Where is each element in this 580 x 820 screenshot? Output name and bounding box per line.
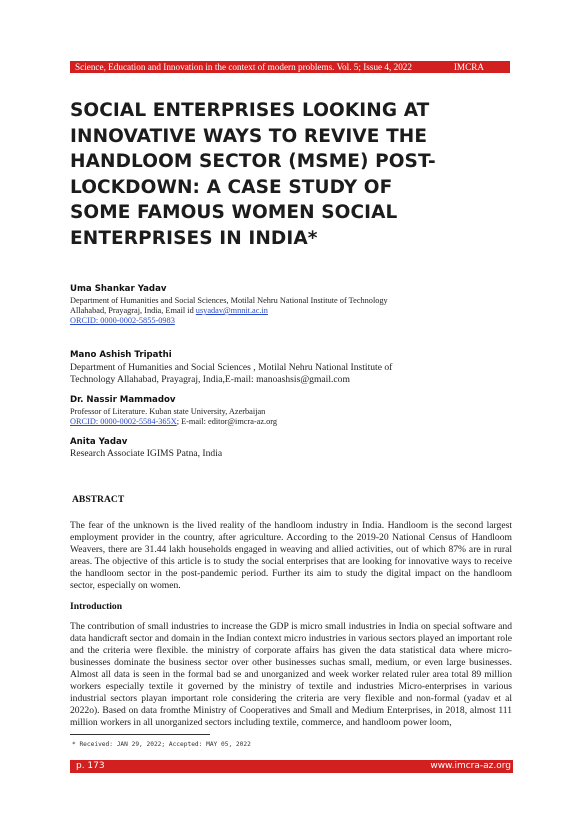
author-block	[70, 284, 520, 326]
journal-header-bar	[70, 61, 510, 73]
author-orcid-link[interactable]: ORCID: 0000-0002-5855-0983	[70, 316, 175, 325]
author-name: Mano Ashish Tripathi	[70, 350, 172, 360]
title-line: INNOVATIVE WAYS TO REVIVE THE	[70, 125, 428, 147]
footnote-divider	[70, 734, 210, 735]
website-link[interactable]: www.imcra-az.org	[430, 761, 511, 771]
author-affiliation	[70, 306, 520, 316]
abstract-heading: ABSTRACT	[72, 494, 125, 505]
title-line: LOCKDOWN: A CASE STUDY OF	[70, 176, 393, 198]
journal-name: Science, Education and Innovation in the context of modern problems. Vol. 5; Issue 4, 2022	[75, 62, 412, 72]
introduction-heading: Introduction	[70, 601, 123, 612]
author-affiliation: Department of Humanities and Social Sciences , Motilal Nehru National Institute of	[70, 362, 393, 373]
author-email-link[interactable]: usyadav@mnnit.ac.in	[195, 306, 268, 315]
author-name: Anita Yadav	[70, 437, 128, 447]
author-name: Dr. Nassir Mammadov	[70, 395, 176, 405]
author-contact	[70, 417, 520, 427]
title-line: SOME FAMOUS WOMEN SOCIAL	[70, 202, 398, 224]
received-footnote: * Received: JAN 29, 2022; Accepted: MAY 05, 2022	[72, 741, 251, 748]
article-title	[70, 98, 450, 252]
author-block	[70, 395, 520, 427]
author-block	[70, 437, 520, 460]
publisher-name: IMCRA	[453, 62, 484, 72]
introduction-text: The contribution of small industries to increase the GDP is micro small industries in India on special software and data handicraft sector and domain in the Indian context micro industries in various sectors played an important role and the criteria were flexible. the ministry of corporate affairs has given the data statistical data where micro-businesses dominate the business sector over other businesses suchas small, medium, or even large businesses. Almost all data is seen in the formal bad se and unorganized and week worker related ruler area total 89 million workers especially textile it governed by the ministry of textile and industries Micro-enterprises in various industrial sectors playan important role considering the criteria are very flexible and non-formal (yadav et al 2022o). Based on data fromthe Ministry of Cooperatives and Small and Medium Enterprises, in 2018, almost 111 million workers in all unorganized sectors including textile, commerce, and handloom power loom,	[70, 621, 512, 728]
page-footer-bar	[70, 760, 513, 773]
author-affiliation: Department of Humanities and Social Sciences, Motilal Nehru National Institute of Technology	[70, 296, 388, 305]
author-email-text: ; E-mail: editor@imcra-az.org	[176, 417, 278, 426]
author-name: Uma Shankar Yadav	[70, 284, 167, 294]
author-block	[70, 350, 520, 386]
author-affiliation: Research Associate IGIMS Patna, India	[70, 448, 223, 459]
title-line: HANDLOOM SECTOR (MSME) POST-	[70, 151, 436, 173]
affiliation-text: Allahabad, Prayagraj, India, Email id	[70, 306, 196, 315]
author-orcid-link[interactable]: ORCID: 0000-0002-5584-365X	[70, 417, 177, 426]
abstract-text: The fear of the unknown is the lived reality of the handloom industry in India. Handloom is the second largest employment provider in the country, after agriculture. According to the 2019-20 National Census of Handloom Weavers, there are 31.44 lakh households engaged in weaving and allied activities, out of which 87% are in rural areas. The objective of this article is to study the social enterprises that are looking for innovative ways to receive the handloom sector in the post-pandemic period. Further its aim to study the digital impact on the handloom sector, especially on women.	[70, 520, 512, 591]
author-affiliation: Professor of Literature. Kuban state University, Azerbaijan	[70, 407, 266, 416]
title-line: ENTERPRISES IN INDIA*	[70, 227, 318, 249]
title-line: SOCIAL ENTERPRISES LOOKING AT	[70, 100, 430, 121]
page-number: p. 173	[76, 761, 105, 771]
author-affiliation: Technology Allahabad, Prayagraj, India,E-mail: manoashsis@gmail.com	[70, 374, 350, 385]
